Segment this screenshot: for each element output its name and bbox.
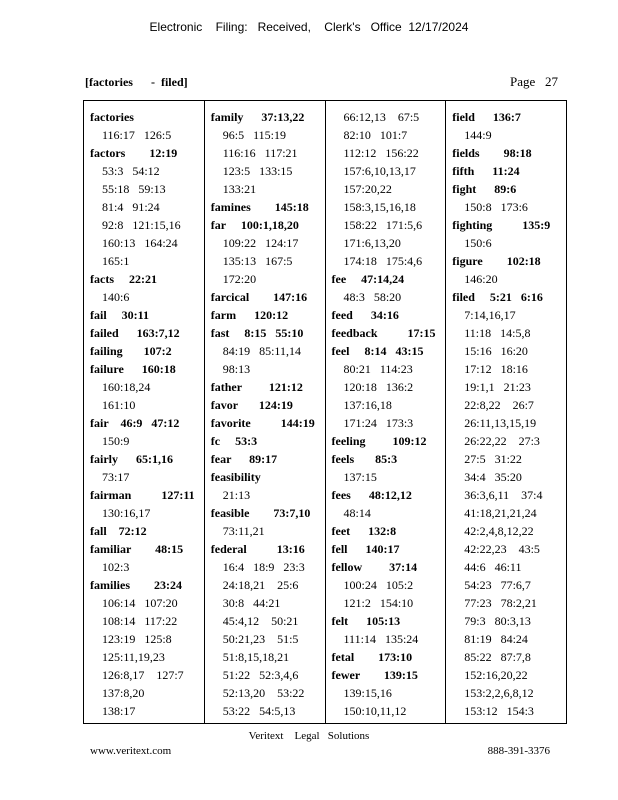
index-reference: 172:20 (222, 272, 257, 286)
index-reference: 125:11,19,23 (102, 650, 165, 664)
index-reference: 96:5 115:19 (222, 128, 286, 142)
index-column-3 (326, 101, 447, 723)
index-entry: favor 124:19 (210, 398, 293, 412)
index-reference: 81:4 91:24 (102, 200, 160, 214)
index-entry: feet 132:8 (331, 524, 397, 538)
index-reference: 16:4 18:9 23:3 (222, 560, 305, 574)
index-reference: 112:12 156:22 (343, 146, 419, 160)
index-reference: 42:2,4,8,12,22 (464, 524, 534, 538)
index-reference: 126:8,17 127:7 (102, 668, 184, 682)
index-reference: 140:6 (102, 290, 130, 304)
index-reference: 81:19 84:24 (464, 632, 528, 646)
index-reference: 160:13 164:24 (102, 236, 178, 250)
index-entry: failure 160:18 (90, 362, 176, 376)
index-reference: 36:3,6,11 37:4 (464, 488, 543, 502)
index-entry: facts 22:21 (90, 272, 157, 286)
word-index-grid (83, 100, 567, 724)
index-reference: 45:4,12 50:21 (222, 614, 299, 628)
index-reference: 17:12 18:16 (464, 362, 528, 376)
index-entry: fellow 37:14 (331, 560, 418, 574)
index-reference: 53:3 54:12 (102, 164, 160, 178)
index-reference: 15:16 16:20 (464, 344, 528, 358)
index-reference: 19:1,1 21:23 (464, 380, 531, 394)
index-reference: 171:6,13,20 (343, 236, 401, 250)
index-reference: 137:16,18 (343, 398, 392, 412)
index-entry: failed 163:7,12 (90, 326, 180, 340)
footer-phone: 888-391-3376 (487, 745, 550, 757)
index-reference: 130:16,17 (102, 506, 151, 520)
index-reference: 26:22,22 27:3 (464, 434, 540, 448)
index-reference: 150:8 173:6 (464, 200, 528, 214)
index-reference: 21:13 (222, 488, 251, 502)
index-entry: fairly 65:1,16 (90, 452, 173, 466)
index-reference: 55:18 59:13 (102, 182, 166, 196)
index-reference: 137:8,20 (102, 686, 145, 700)
index-entry: farm 120:12 (210, 308, 289, 322)
index-entry: fighting 135:9 (452, 218, 551, 232)
index-reference: 79:3 80:3,13 (464, 614, 531, 628)
index-entry: fields 98:18 (452, 146, 532, 160)
index-reference: 121:2 154:10 (343, 596, 414, 610)
index-reference: 66:12,13 67:5 (343, 110, 420, 124)
index-reference: 44:6 46:11 (464, 560, 522, 574)
index-entry: far 100:1,18,20 (210, 218, 299, 232)
index-entry: fair 46:9 47:12 (90, 416, 180, 430)
index-reference: 135:13 167:5 (222, 254, 293, 268)
index-reference: 108:14 117:22 (102, 614, 178, 628)
index-reference: 82:10 101:7 (343, 128, 408, 142)
index-entry: failing 107:2 (90, 344, 172, 358)
index-entry: famines 145:18 (210, 200, 309, 214)
page-number: Page 27 (509, 74, 558, 89)
index-reference: 150:10,11,12 (343, 704, 407, 718)
index-entry: filed 5:21 6:16 (452, 290, 543, 304)
index-entry: felt 105:13 (331, 614, 401, 628)
index-reference: 92:8 121:15,16 (102, 218, 181, 232)
index-entry: fee 47:14,24 (331, 272, 405, 286)
index-reference: 161:10 (102, 398, 136, 412)
index-reference: 150:6 (464, 236, 492, 250)
index-entry: fear 89:17 (210, 452, 278, 466)
index-reference: 50:21,23 51:5 (222, 632, 299, 646)
index-reference: 27:5 31:22 (464, 452, 522, 466)
index-reference: 80:21 114:23 (343, 362, 413, 376)
index-reference: 153:12 154:3 (464, 704, 534, 718)
index-reference: 123:5 133:15 (222, 164, 293, 178)
footer-company: Veritext Legal Solutions (248, 730, 370, 742)
index-reference: 144:9 (464, 128, 492, 142)
index-reference: 26:11,13,15,19 (464, 416, 537, 430)
index-reference: 54:23 77:6,7 (464, 578, 531, 592)
index-entry: fast 8:15 55:10 (210, 326, 304, 340)
index-entry: familiar 48:15 (90, 542, 184, 556)
index-reference: 109:22 124:17 (222, 236, 299, 250)
index-reference: 85:22 87:7,8 (464, 650, 531, 664)
index-reference: 84:19 85:11,14 (222, 344, 301, 358)
index-reference: 24:18,21 25:6 (222, 578, 299, 592)
filing-stamp: Electronic Filing: Received, Clerk's Office 12/17/2024 (149, 20, 469, 34)
index-reference: 137:15 (343, 470, 377, 484)
index-reference: 158:3,15,16,18 (343, 200, 416, 214)
index-column-4 (446, 101, 566, 723)
index-entry: factories (90, 110, 134, 124)
index-reference: 138:17 (102, 704, 136, 718)
index-reference: 174:18 175:4,6 (343, 254, 423, 268)
index-reference: 133:21 (222, 182, 257, 196)
index-reference: 153:2,2,6,8,12 (464, 686, 534, 700)
index-reference: 48:14 (343, 506, 371, 520)
index-reference: 100:24 105:2 (343, 578, 414, 592)
index-entry: fail 30:11 (90, 308, 149, 322)
index-reference: 34:4 35:20 (464, 470, 522, 484)
index-entry: father 121:12 (210, 380, 303, 394)
index-entry: federal 13:16 (210, 542, 305, 556)
index-entry: feeling 109:12 (331, 434, 427, 448)
index-reference: 42:22,23 43:5 (464, 542, 540, 556)
index-entry: feedback 17:15 (331, 326, 436, 340)
index-entry: field 136:7 (452, 110, 521, 124)
index-entry: fees 48:12,12 (331, 488, 412, 502)
index-column-1 (84, 101, 205, 723)
index-reference: 146:20 (464, 272, 498, 286)
index-reference: 51:8,15,18,21 (222, 650, 290, 664)
index-reference: 51:22 52:3,4,6 (222, 668, 299, 682)
index-reference: 73:11,21 (222, 524, 265, 538)
index-reference: 48:3 58:20 (343, 290, 402, 304)
index-reference: 171:24 173:3 (343, 416, 414, 430)
index-range: [factories - filed] (85, 75, 188, 89)
index-entry: favorite 144:19 (210, 416, 315, 430)
index-reference: 22:8,22 26:7 (464, 398, 534, 412)
footer-website: www.veritext.com (90, 745, 172, 757)
index-entry: feed 34:16 (331, 308, 399, 322)
index-entry: factors 12:19 (90, 146, 178, 160)
index-entry: feasible 73:7,10 (210, 506, 311, 520)
index-entry: fight 89:6 (452, 182, 517, 196)
index-reference: 7:14,16,17 (464, 308, 516, 322)
index-column-2 (205, 101, 326, 723)
index-entry: families 23:24 (90, 578, 182, 592)
index-entry: fewer 139:15 (331, 668, 418, 682)
index-reference: 116:17 126:5 (102, 128, 172, 142)
index-reference: 41:18,21,21,24 (464, 506, 537, 520)
index-entry: fairman 127:11 (90, 488, 195, 502)
index-entry: fetal 173:10 (331, 650, 413, 664)
index-reference: 157:20,22 (343, 182, 392, 196)
index-reference: 123:19 125:8 (102, 632, 172, 646)
index-reference: 73:17 (102, 470, 130, 484)
index-reference: 111:14 135:24 (343, 632, 419, 646)
index-reference: 53:22 54:5,13 (222, 704, 296, 718)
index-reference: 116:16 117:21 (222, 146, 298, 160)
index-entry: fall 72:12 (90, 524, 147, 538)
index-reference: 106:14 107:20 (102, 596, 178, 610)
index-reference: 157:6,10,13,17 (343, 164, 416, 178)
index-reference: 98:13 (222, 362, 251, 376)
index-reference: 158:22 171:5,6 (343, 218, 423, 232)
index-entry: farcical 147:16 (210, 290, 308, 304)
index-reference: 120:18 136:2 (343, 380, 414, 394)
index-reference: 102:3 (102, 560, 130, 574)
index-entry: fell 140:17 (331, 542, 400, 556)
index-entry: feasibility (210, 470, 261, 484)
index-reference: 52:13,20 53:22 (222, 686, 305, 700)
index-entry: feel 8:14 43:15 (331, 344, 424, 358)
index-reference: 30:8 44:21 (222, 596, 281, 610)
index-reference: 11:18 14:5,8 (464, 326, 531, 340)
index-reference: 160:18,24 (102, 380, 151, 394)
index-entry: figure 102:18 (452, 254, 541, 268)
index-entry: family 37:13,22 (210, 110, 305, 124)
index-reference: 150:9 (102, 434, 130, 448)
index-entry: fifth 11:24 (452, 164, 520, 178)
index-entry: fc 53:3 (210, 434, 258, 448)
index-reference: 152:16,20,22 (464, 668, 528, 682)
index-reference: 77:23 78:2,21 (464, 596, 537, 610)
index-entry: feels 85:3 (331, 452, 398, 466)
index-reference: 165:1 (102, 254, 130, 268)
index-reference: 139:15,16 (343, 686, 392, 700)
